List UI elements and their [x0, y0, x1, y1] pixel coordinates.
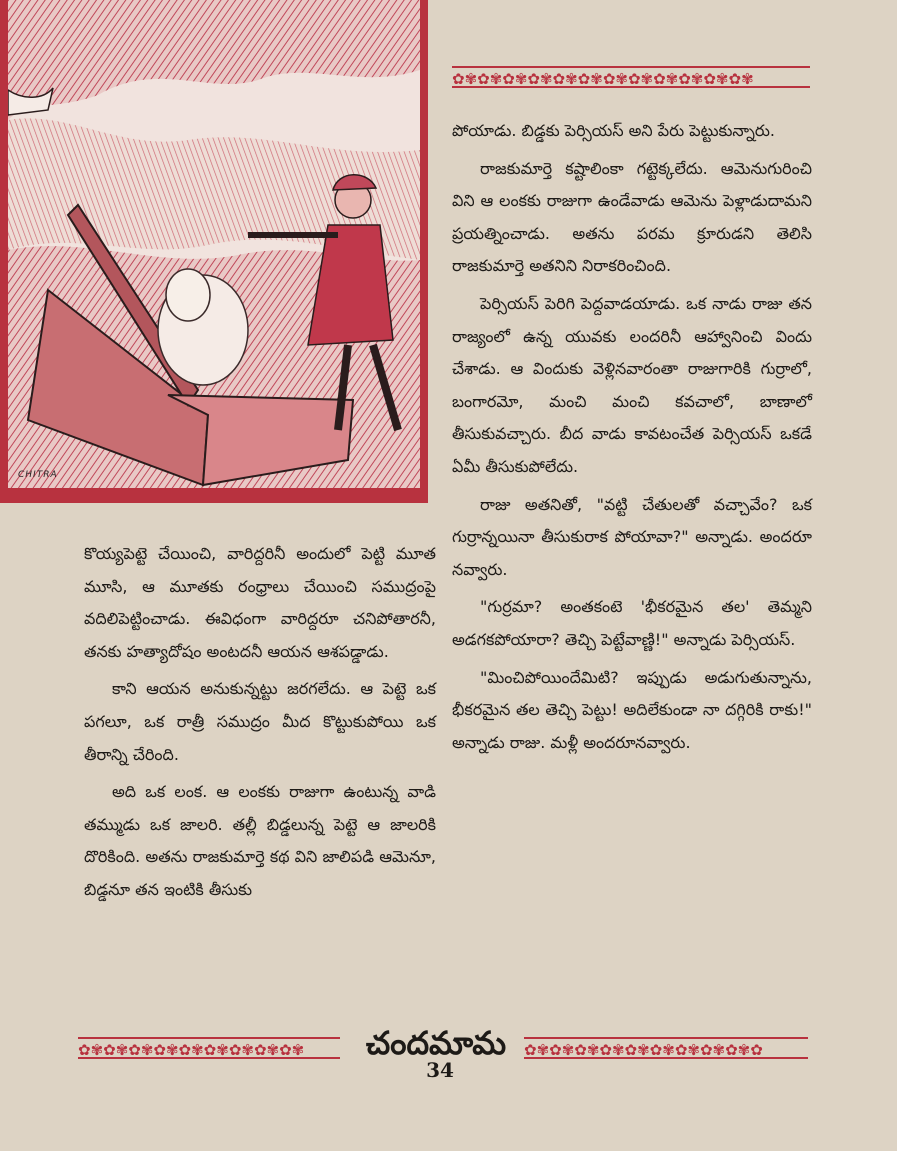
- paragraph: "మించిపోయిందేమిటి? ఇప్పుడు అడుగుతున్నాను, భీకరమైన తల తెచ్చి పెట్టు! అదిలేకుండా నా దగ్గిరికి రాకు!" అన్నాడు రాజు. మళ్లీ అందరూనవ్వారు.: [452, 667, 812, 752]
- footer-ornament-left: ✿✾✿✾✿✾✿✾✿✾✿✾✿✾✿✾✿✾: [78, 1037, 340, 1059]
- left-text-column: [84, 538, 436, 912]
- footer-ornament-right: ✿✾✿✾✿✾✿✾✿✾✿✾✿✾✿✾✿✾✿: [524, 1037, 808, 1059]
- page-number: 34: [426, 1058, 454, 1082]
- paragraph: రాజకుమార్తె కష్టాలింకా గట్టెక్కలేదు. ఆమెనుగురించి విని ఆ లంకకు రాజుగా ఉండేవాడు ఆమెను పెళ్లాడుదామని ప్రయత్నించాడు. అతను పరమ క్రూరుడని తెలిసి రాజకుమార్తె అతనిని నిరాకరించింది.: [452, 158, 812, 276]
- paragraph: పెర్సియస్ పెరిగి పెద్దవాడయాడు. ఒక నాడు రాజు తన రాజ్యంలో ఉన్న యువకు లందరినీ ఆహ్వానించి విందు చేశాడు. ఆ విందుకు వెళ్లినవారంతా రాజుగారికి గుర్రాలో, బంగారమో, మంచి మంచి కవచాలో, బాణాలో తీసుకువచ్చారు. బీద వాడు కావటంచేత పెర్సియస్ ఒకడే ఏమీ తీసుకుపోలేదు.: [452, 293, 812, 476]
- paragraph: "గుర్రమా? అంతకంటె 'భీకరమైన తల' తెమ్మని అడగకపోయారా? తెచ్చి పెట్టేవాణ్ణి!" అన్నాడు పెర్సియస్.: [452, 597, 812, 649]
- story-illustration: [0, 0, 428, 503]
- paragraph: రాజు అతనితో, "వట్టి చేతులతో వచ్చావేం? ఒక గుర్రాన్నయినా తీసుకురాక పోయావా?" అన్నాడు. అందరూ నవ్వారు.: [452, 494, 812, 579]
- magazine-masthead: చందమామ: [365, 1024, 507, 1062]
- artist-signature: CHITRA: [18, 470, 58, 480]
- paragraph: పోయాడు. బిడ్డకు పెర్సియస్ అని పేరు పెట్టుకున్నారు.: [452, 121, 775, 140]
- paragraph: అది ఒక లంక. ఆ లంకకు రాజుగా ఉంటున్న వాడి తమ్ముడు ఒక జాలరి. తల్లీ బిడ్డలున్న పెట్టె ఆ జాలరికి దొరికింది. అతను రాజకుమార్తె కథ విని జాలిపడి ఆమెనూ, బిడ్డనూ తన ఇంటికి తీసుకు: [84, 782, 436, 899]
- top-ornament-border: ✿✾✿✾✿✾✿✾✿✾✿✾✿✾✿✾✿✾✿✾✿✾✿✾: [452, 66, 810, 88]
- fisherman-finds-chest-drawing: [8, 0, 420, 488]
- right-text-column: [452, 115, 812, 764]
- paragraph: కాని ఆయన అనుకున్నట్టు జరగలేదు. ఆ పెట్టె ఒక పగలూ, ఒక రాత్రీ సముద్రం మీద కొట్టుకుపోయి ఒక తీరాన్ని చేరింది.: [84, 679, 436, 764]
- paragraph: కొయ్యపెట్టె చేయించి, వారిద్దరినీ అందులో పెట్టి మూత మూసి, ఆ మూతకు రంధ్రాలు చేయించి సముద్రంపై వదిలిపెట్టించాడు. ఈవిధంగా వారిద్దరూ చనిపోతారనీ, తనకు హత్యాదోషం అంటదనీ ఆయన ఆశపడ్డాడు.: [84, 544, 436, 661]
